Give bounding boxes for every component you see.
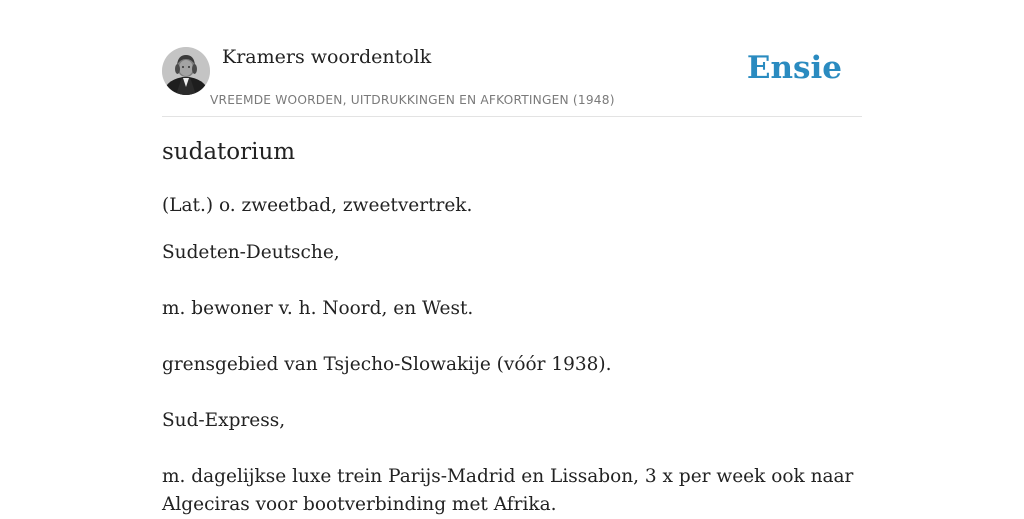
dictionary-title[interactable]: Kramers woordentolk bbox=[222, 46, 432, 68]
ensie-logo-link[interactable]: Ensie bbox=[746, 50, 842, 86]
continuation-line: m. dagelijkse luxe trein Parijs-Madrid en Lissabon, 3 x per week ook naar Algeciras voor bootverbinding met Afrika. bbox=[162, 466, 854, 515]
page bbox=[162, 0, 862, 515]
continuation-line: grensgebied van Tsjecho-Slowakije (vóór 1938). bbox=[162, 354, 612, 375]
dictionary-subtitle: VREEMDE WOORDEN, UITDRUKKINGEN EN AFKORTINGEN (1948) bbox=[210, 93, 615, 107]
entry-headword: sudatorium bbox=[162, 139, 296, 165]
continuation-line: Sud-Express, bbox=[162, 410, 286, 431]
dictionary-header bbox=[162, 0, 862, 117]
continuation-line: m. bewoner v. h. Noord, en West. bbox=[162, 298, 474, 319]
continuation-line: Sudeten-Deutsche, bbox=[162, 242, 340, 263]
portrait-avatar-icon[interactable] bbox=[162, 47, 210, 95]
entry-definition: (Lat.) o. zweetbad, zweetvertrek. bbox=[162, 195, 473, 216]
